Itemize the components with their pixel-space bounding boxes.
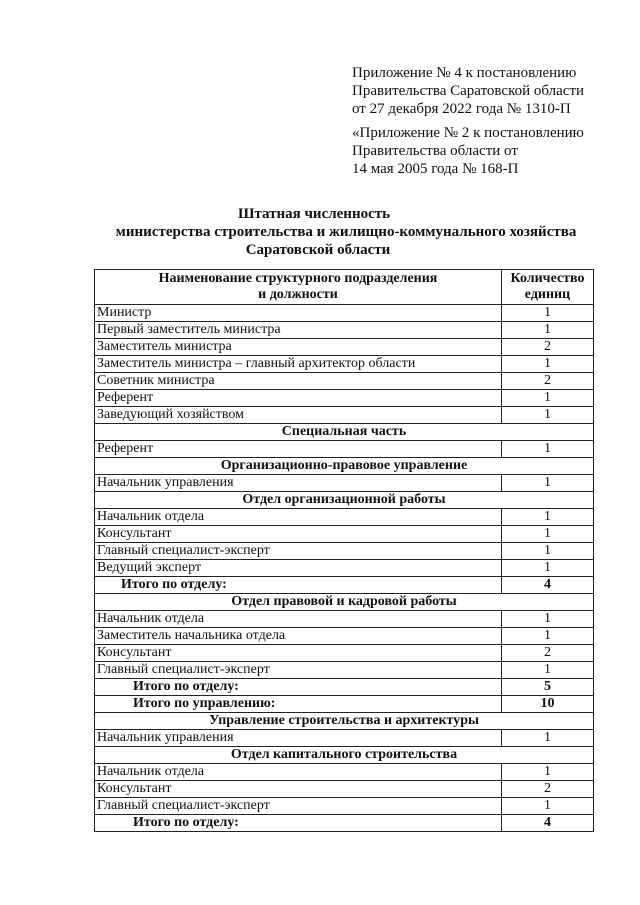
position-count: 1 xyxy=(502,390,594,407)
position-name: Первый заместитель министра xyxy=(95,322,502,339)
position-count: 1 xyxy=(502,611,594,628)
position-name: Главный специалист-эксперт xyxy=(95,798,502,815)
position-name: Консультант xyxy=(95,781,502,798)
position-count: 2 xyxy=(502,373,594,390)
document-title xyxy=(0,205,640,259)
appendix-line: «Приложение № 2 к постановлению xyxy=(352,125,584,141)
table-row xyxy=(95,543,594,560)
position-count: 1 xyxy=(502,509,594,526)
position-name: Консультант xyxy=(95,645,502,662)
section-title: Отдел правовой и кадровой работы xyxy=(95,594,594,611)
position-count: 1 xyxy=(502,526,594,543)
table-row xyxy=(95,662,594,679)
appendix-reference xyxy=(352,64,584,118)
table-row xyxy=(95,441,594,458)
table-row xyxy=(95,322,594,339)
position-count: 1 xyxy=(502,322,594,339)
header-count-line: Количество xyxy=(510,271,585,286)
position-name: Начальник отдела xyxy=(95,764,502,781)
position-count: 2 xyxy=(502,339,594,356)
table-row xyxy=(95,373,594,390)
position-name: Начальник отдела xyxy=(95,509,502,526)
position-count: 1 xyxy=(502,628,594,645)
section-row xyxy=(95,492,594,509)
appendix-line: Правительства Саратовской области xyxy=(352,83,585,99)
total-label: Итого по управлению: xyxy=(95,696,502,713)
position-name: Министр xyxy=(95,305,502,322)
header-name xyxy=(95,270,502,305)
appendix-line: Приложение № 4 к постановлению xyxy=(352,65,577,81)
total-row xyxy=(95,679,594,696)
position-name: Заместитель начальника отдела xyxy=(95,628,502,645)
header-name-line: Наименование структурного подразделения xyxy=(158,271,438,286)
position-name: Консультант xyxy=(95,526,502,543)
header-name-line: и должности xyxy=(258,287,338,302)
section-title: Управление строительства и архитектуры xyxy=(95,713,594,730)
position-name: Заведующий хозяйством xyxy=(95,407,502,424)
position-count: 1 xyxy=(502,407,594,424)
position-count: 2 xyxy=(502,781,594,798)
total-count: 10 xyxy=(502,696,594,713)
position-count: 1 xyxy=(502,356,594,373)
table-row xyxy=(95,339,594,356)
table-row xyxy=(95,407,594,424)
position-count: 1 xyxy=(502,764,594,781)
appendix-line: 14 мая 2005 года № 168-П xyxy=(352,161,519,177)
table-row xyxy=(95,645,594,662)
total-label: Итого по отделу: xyxy=(95,815,502,832)
position-count: 1 xyxy=(502,305,594,322)
section-row xyxy=(95,594,594,611)
section-row xyxy=(95,713,594,730)
position-name: Начальник отдела xyxy=(95,611,502,628)
position-name: Референт xyxy=(95,441,502,458)
table-row xyxy=(95,611,594,628)
original-appendix-reference xyxy=(352,124,584,178)
table-row xyxy=(95,781,594,798)
table-row xyxy=(95,509,594,526)
header-count xyxy=(502,270,594,305)
position-count: 1 xyxy=(502,798,594,815)
appendix-line: от 27 декабря 2022 года № 1310-П xyxy=(352,101,571,117)
header-count-line: единиц xyxy=(524,287,571,302)
position-name: Ведущий эксперт xyxy=(95,560,502,577)
section-title: Отдел капитального строительства xyxy=(95,747,594,764)
section-row xyxy=(95,747,594,764)
position-count: 1 xyxy=(502,560,594,577)
position-name: Референт xyxy=(95,390,502,407)
table-row xyxy=(95,560,594,577)
position-count: 1 xyxy=(502,543,594,560)
appendix-line: Правительства области от xyxy=(352,143,518,159)
section-row xyxy=(95,424,594,441)
title-line: министерства строительства и жилищно-коммунального хозяйства xyxy=(115,224,577,240)
position-name: Советник министра xyxy=(95,373,502,390)
total-row xyxy=(95,577,594,594)
table-row xyxy=(95,730,594,747)
position-count: 2 xyxy=(502,645,594,662)
table-row xyxy=(95,628,594,645)
total-row xyxy=(95,815,594,832)
position-name: Главный специалист-эксперт xyxy=(95,662,502,679)
position-name: Начальник управления xyxy=(95,475,502,492)
position-name: Главный специалист-эксперт xyxy=(95,543,502,560)
table-row xyxy=(95,764,594,781)
title-line: Штатная численность xyxy=(237,206,391,222)
section-row xyxy=(95,458,594,475)
total-count: 4 xyxy=(502,577,594,594)
total-label: Итого по отделу: xyxy=(95,577,502,594)
position-name: Заместитель министра – главный архитектор области xyxy=(95,356,502,373)
total-count: 4 xyxy=(502,815,594,832)
section-title: Отдел организационной работы xyxy=(95,492,594,509)
position-count: 1 xyxy=(502,475,594,492)
position-name: Начальник управления xyxy=(95,730,502,747)
table-row xyxy=(95,390,594,407)
title-line: Саратовской области xyxy=(245,242,391,258)
total-row xyxy=(95,696,594,713)
position-count: 1 xyxy=(502,730,594,747)
section-title: Специальная часть xyxy=(95,424,594,441)
total-count: 5 xyxy=(502,679,594,696)
staff-table xyxy=(94,269,594,832)
table-row xyxy=(95,526,594,543)
position-count: 1 xyxy=(502,441,594,458)
position-name: Заместитель министра xyxy=(95,339,502,356)
table-body xyxy=(95,305,594,832)
table-row xyxy=(95,356,594,373)
table-row xyxy=(95,305,594,322)
position-count: 1 xyxy=(502,662,594,679)
table-row xyxy=(95,475,594,492)
table-header-row xyxy=(95,270,594,305)
total-label: Итого по отделу: xyxy=(95,679,502,696)
table-row xyxy=(95,798,594,815)
section-title: Организационно-правовое управление xyxy=(95,458,594,475)
